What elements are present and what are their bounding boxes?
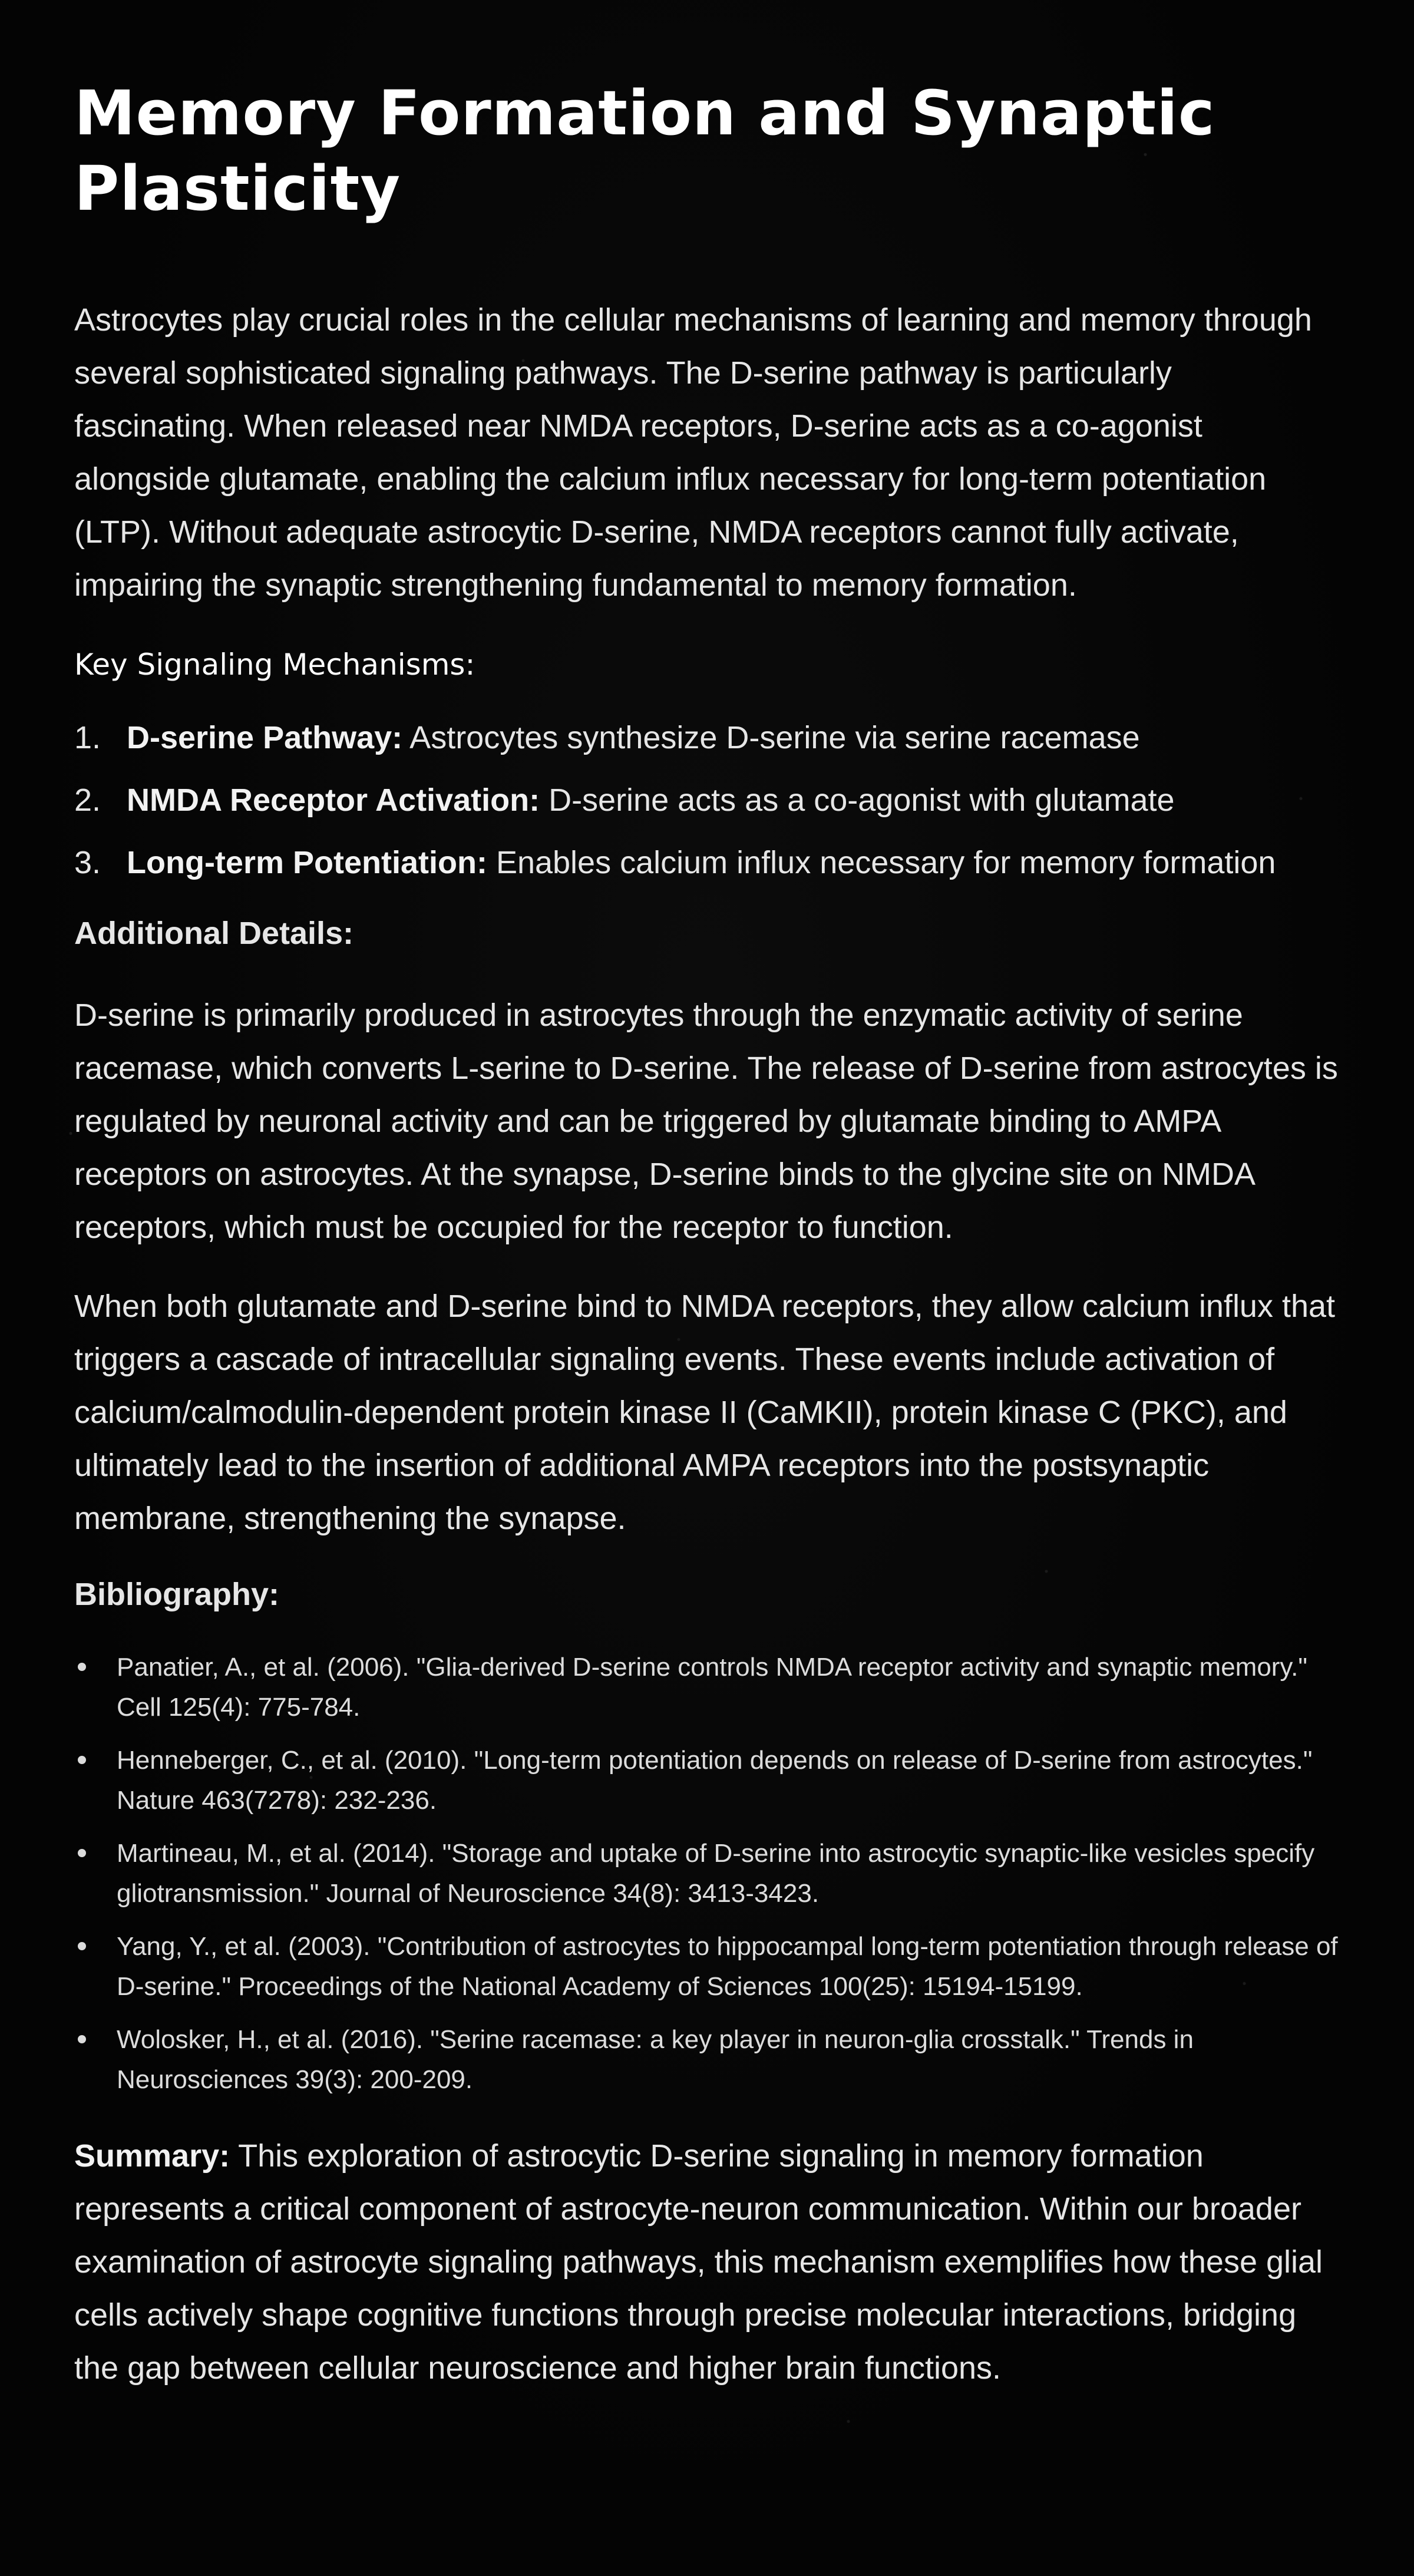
bibliography-item: [74, 1741, 1340, 1821]
bibliography-item: [74, 1647, 1340, 1728]
details-section: [74, 989, 1340, 1545]
mechanism-term: NMDA Receptor Activation:: [127, 782, 540, 818]
bibliography-item: [74, 1927, 1340, 2007]
citation-text: Panatier, A., et al. (2006). "Glia-derived D-serine controls NMDA receptor activity and synaptic memory." Cell 125(4): 775-784.: [117, 1653, 1308, 1722]
details-paragraph: When both glutamate and D-serine bind to NMDA receptors, they allow calcium influx that triggers a cascade of intracellular signaling events. These events include activation of calcium/calmodulin-dependent protein kinase II (CaMKII), protein kinase C (PKC), and ultimately lead to the insertion of additional AMPA receptors into the postsynaptic membrane, strengthening the synapse.: [74, 1289, 1336, 1536]
mechanisms-heading: Key Signaling Mechanisms:: [74, 648, 475, 682]
bibliography-item: [74, 1834, 1340, 1914]
details-paragraph: D-serine is primarily produced in astrocytes through the enzymatic activity of serine racemase, which converts L-serine to D-serine. The release of D-serine from astrocytes is regulated by neuronal activity and can be triggered by glutamate binding to AMPA receptors on astrocytes. At the synapse, D-serine binds to the glycine site on NMDA receptors, which must be occupied for the receptor to function.: [74, 998, 1338, 1245]
list-number: 1.: [74, 720, 101, 755]
bibliography-list: [74, 1647, 1340, 2100]
mechanism-text: D-serine acts as a co-agonist with glutamate: [540, 782, 1175, 818]
bullet-icon: [78, 1663, 86, 1671]
bullet-icon: [78, 2035, 86, 2043]
page-title: Memory Formation and Synaptic Plasticity: [74, 77, 1215, 224]
bullet-icon: [78, 1849, 86, 1857]
citation-text: Yang, Y., et al. (2003). "Contribution of astrocytes to hippocampal long-term potentiation through release of D-serine." Proceedings of the National Academy of Sciences 100(25): 15194-15199.: [117, 1932, 1338, 2001]
summary-label: Summary:: [74, 2138, 230, 2174]
intro-paragraph: Astrocytes play crucial roles in the cellular mechanisms of learning and memory through several sophisticated signaling pathways. The D-serine pathway is particularly fascinating. When released near NMDA receptors, D-serine acts as a co-agonist alongside glutamate, enabling the calcium influx necessary for long-term potentiation (LTP). Without adequate astrocytic D-serine, NMDA receptors cannot fully activate, impairing the synaptic strengthening fundamental to memory formation.: [74, 302, 1312, 603]
summary-paragraph: [74, 2129, 1340, 2395]
mechanism-text: Enables calcium influx necessary for memory formation: [487, 845, 1276, 880]
list-item: [74, 714, 1340, 761]
bullet-icon: [78, 1942, 86, 1950]
mechanism-term: D-serine Pathway:: [127, 720, 403, 755]
citation-text: Henneberger, C., et al. (2010). "Long-term potentiation depends on release of D-serine from astrocytes." Nature 463(7278): 232-236.: [117, 1746, 1313, 1815]
list-number: 2.: [74, 782, 101, 818]
bullet-icon: [78, 1756, 86, 1764]
mechanism-term: Long-term Potentiation:: [127, 845, 487, 880]
summary-text: This exploration of astrocytic D-serine signaling in memory formation represents a critical component of astrocyte-neuron communication. Within our broader examination of astrocyte signaling pathways, this mechanism exemplifies how these glial cells actively shape cognitive functions through precise molecular interactions, bridging the gap between cellular neuroscience and higher brain functions.: [74, 2138, 1323, 2386]
bibliography-item: [74, 2020, 1340, 2100]
list-item: [74, 777, 1340, 824]
citation-text: Wolosker, H., et al. (2016). "Serine racemase: a key player in neuron-glia crosstalk." Trends in Neurosciences 39(3): 200-209.: [117, 2025, 1194, 2094]
list-number: 3.: [74, 845, 101, 880]
mechanism-text: Astrocytes synthesize D-serine via serine racemase: [402, 720, 1140, 755]
details-heading: Additional Details:: [74, 916, 354, 951]
bibliography-heading: Bibliography:: [74, 1577, 279, 1612]
mechanisms-list: [74, 714, 1340, 886]
list-item: [74, 839, 1340, 886]
citation-text: Martineau, M., et al. (2014). "Storage and uptake of D-serine into astrocytic synaptic-like vesicles specify gliotransmission." Journal of Neuroscience 34(8): 3413-3423.: [117, 1839, 1315, 1908]
